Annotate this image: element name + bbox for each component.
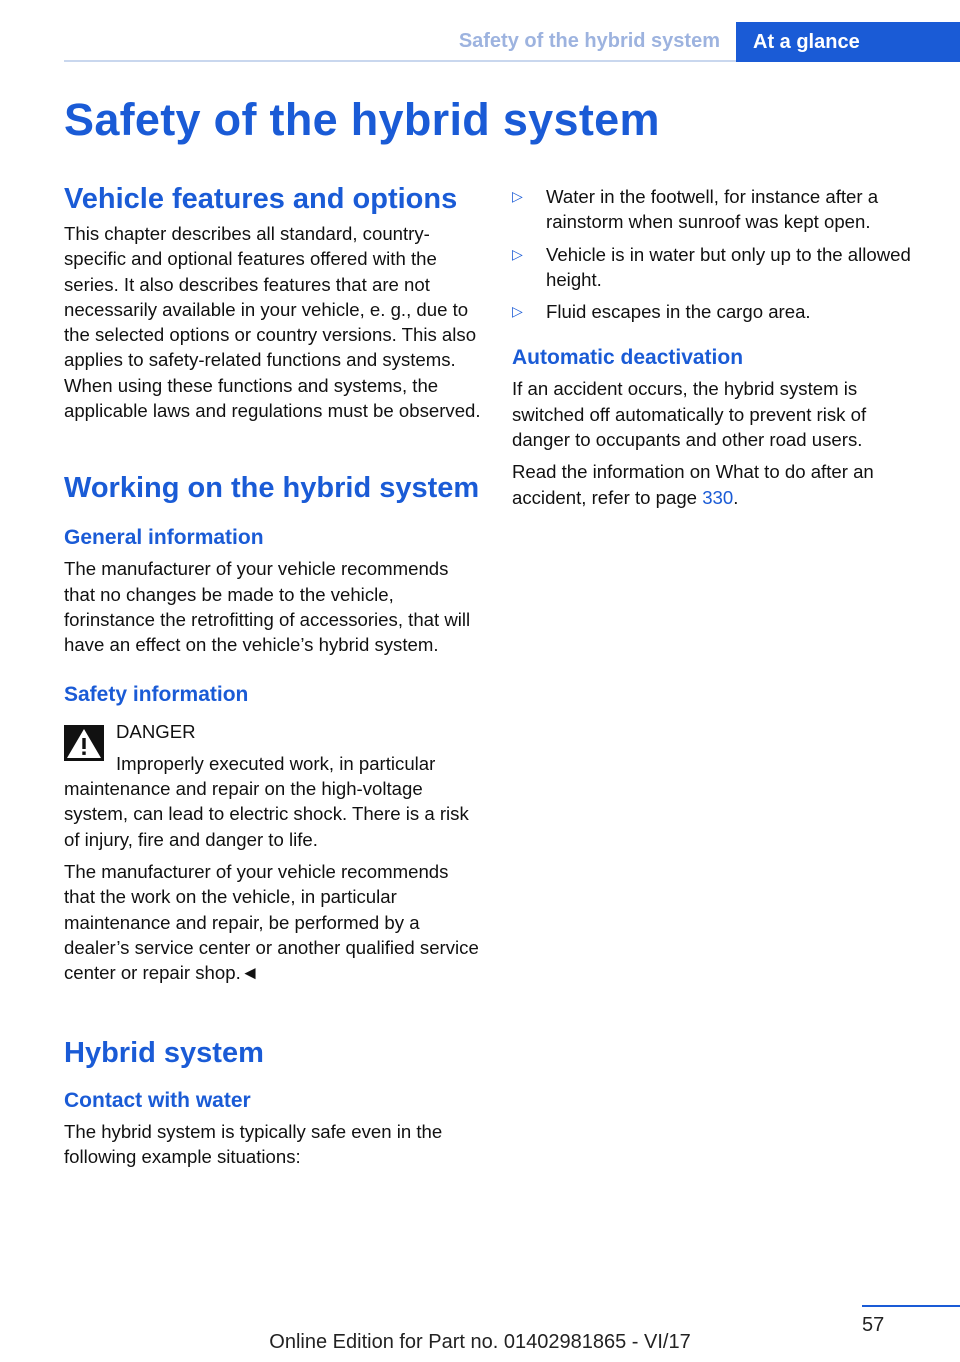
edition-note: Online Edition for Part no. 01402981865 - VI/17	[269, 1331, 691, 1353]
vehicle-features-body: This chapter describes all standard, country-specific and optional features offered with the series. It also describes features that are not necessarily available in your vehicle, e. g., due to the selected options or country versions. This also applies to safety-related functions and systems. When using these functions and systems, the applicable laws and regulations must be observed.	[64, 223, 481, 422]
vehicle-features-heading: Vehicle features and options	[64, 183, 458, 215]
warning-triangle-icon	[64, 725, 104, 761]
general-info-heading: General information	[64, 526, 264, 550]
page-title: Safety of the hybrid system	[64, 94, 660, 145]
footer-rule	[862, 1305, 960, 1307]
general-info-body: The manufacturer of your vehicle recommends that no changes be made to the vehicle, forinstance the retrofitting of accessories, that will have an effect on the vehicle’s hybrid system.	[64, 558, 471, 656]
auto-deactivation-body: If an accident occurs, the hybrid system is switched off automatically to prevent risk of danger to occupants and other road users.	[512, 378, 867, 451]
contact-water-heading: Contact with water	[64, 1088, 251, 1112]
accident-reference-text: Read the information on What to do after an accident, refer to page	[512, 461, 874, 508]
hybrid-system-heading: Hybrid system	[64, 1036, 264, 1069]
working-heading: Working on the hybrid system	[64, 472, 480, 505]
water-situations-list	[512, 184, 912, 324]
header-chapter-label: At a glance	[753, 31, 860, 53]
danger-notice	[64, 719, 482, 744]
danger-body-text: Improperly executed work, in particular maintenance and repair on the high-voltage system, can lead to electric shock. There is a risk of injury, fire and danger to life.	[64, 752, 469, 850]
right-column	[512, 184, 912, 510]
list-item	[512, 184, 912, 235]
list-item-text: Vehicle is in water but only up to the allowed height.	[546, 243, 911, 290]
auto-deactivation-heading: Automatic deactivation	[512, 346, 744, 370]
page-number: 57	[862, 1314, 885, 1336]
list-item	[512, 242, 912, 293]
list-item-text: Water in the footwell, for instance after a rainstorm when sunroof was kept open.	[546, 186, 879, 233]
left-column	[64, 184, 482, 1169]
list-item	[512, 299, 912, 324]
safety-info-heading: Safety information	[64, 682, 249, 706]
recommend-body: The manufacturer of your vehicle recommends that the work on the vehicle, in particular maintenance and repair, be performed by a dealer’s service center or another qualified service center or repair shop.◄	[64, 861, 479, 984]
danger-label: DANGER	[116, 720, 196, 742]
bullet-triangle-icon: ▷	[512, 188, 523, 204]
bullet-triangle-icon: ▷	[512, 245, 523, 262]
accident-reference-end: .	[733, 486, 739, 508]
list-item-text: Fluid escapes in the cargo area.	[546, 301, 811, 323]
header-section-title: Safety of the hybrid system	[458, 30, 720, 52]
header-chapter-tab[interactable]	[736, 22, 960, 62]
contact-water-body: The hybrid system is typically safe even in the following example situations:	[64, 1120, 443, 1167]
page-link[interactable]: 330	[702, 486, 734, 508]
danger-body	[64, 751, 482, 852]
accident-reference	[512, 459, 912, 510]
bullet-triangle-icon: ▷	[512, 303, 523, 320]
